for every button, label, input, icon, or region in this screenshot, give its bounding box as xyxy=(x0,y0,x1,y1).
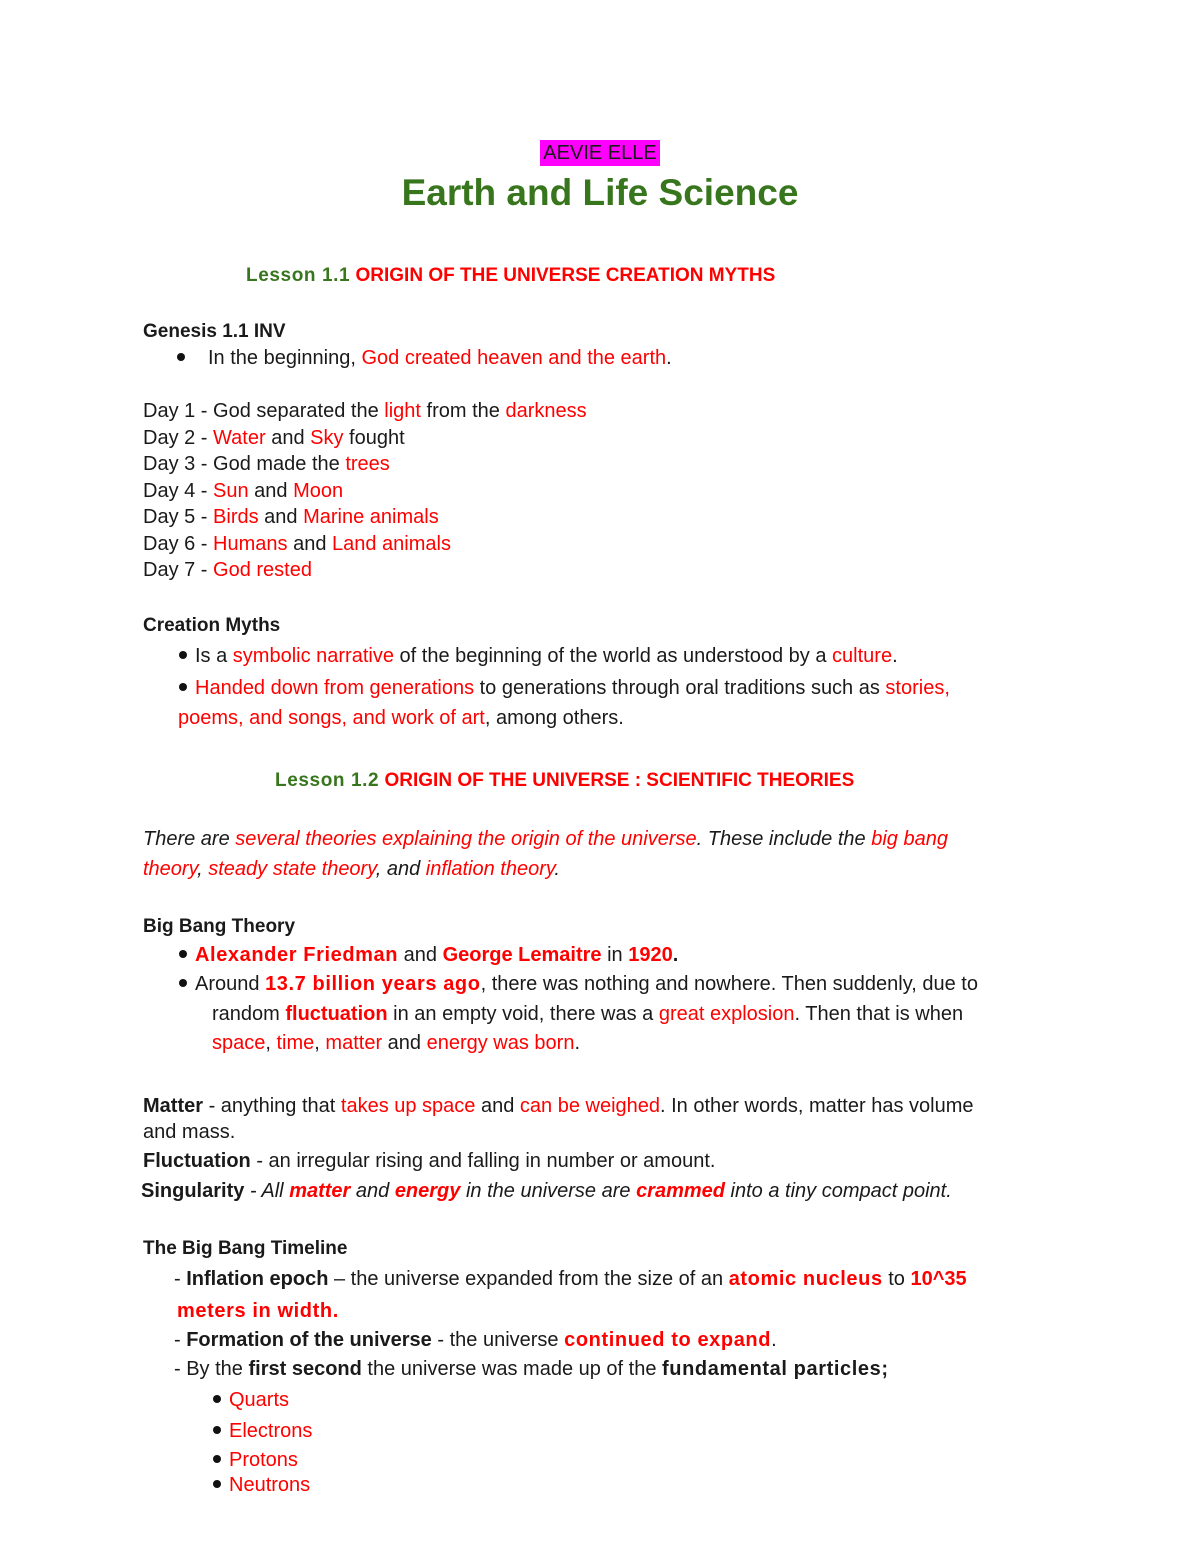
day-line xyxy=(143,428,587,455)
text: , xyxy=(197,858,209,880)
text: . xyxy=(892,645,898,667)
genesis-bullet xyxy=(177,348,672,368)
big-bang-heading: Big Bang Theory xyxy=(143,916,296,937)
bullet-icon xyxy=(179,950,187,958)
timeline-item-3 xyxy=(174,1359,889,1379)
text: . In other words, matter has volume xyxy=(660,1095,974,1117)
text: , xyxy=(265,1032,277,1054)
bullet-icon xyxy=(177,353,185,361)
text: Is a xyxy=(195,645,233,667)
text-red: stories, xyxy=(885,677,950,699)
day-label: Day 7 - xyxy=(143,559,214,581)
text-red: darkness xyxy=(505,400,587,422)
text: to xyxy=(882,1268,911,1290)
lesson-1-heading xyxy=(246,266,775,285)
text-red: poems, and songs, and work of art xyxy=(178,707,485,729)
text: . xyxy=(771,1329,777,1351)
matter-definition-cont: and mass. xyxy=(143,1121,236,1143)
day-label: Day 6 - xyxy=(143,532,214,555)
text: There are xyxy=(143,828,236,850)
matter-definition xyxy=(143,1096,973,1116)
text-red: culture xyxy=(832,645,893,667)
text-red: Water xyxy=(213,426,266,449)
text-red: great explosion xyxy=(658,1003,795,1025)
text: . xyxy=(574,1032,581,1054)
text-red: steady state theory xyxy=(208,858,376,880)
bullet-icon xyxy=(179,683,187,691)
text: and xyxy=(258,506,304,528)
text-red: matter xyxy=(325,1032,383,1054)
text-bold: Formation of the universe xyxy=(186,1329,432,1351)
particle-label: Electrons xyxy=(229,1420,313,1442)
text: to generations through oral traditions such as xyxy=(474,677,886,699)
lesson-2-prefix: Lesson 1.2 xyxy=(275,770,380,791)
intro-line-1 xyxy=(143,829,948,849)
text-red-bold: energy xyxy=(394,1180,461,1202)
text: - an irregular rising and falling in number or amount. xyxy=(250,1150,716,1172)
text-red: several theories explaining the origin of the universe xyxy=(235,828,697,850)
timeline-item-1 xyxy=(174,1269,967,1289)
day-line xyxy=(143,481,587,508)
fluctuation-definition xyxy=(143,1151,715,1171)
text: God made the xyxy=(213,453,346,475)
text-red: time xyxy=(276,1032,315,1054)
text-red: trees xyxy=(345,453,390,475)
text: and xyxy=(475,1095,520,1117)
big-bang-bullet-2 xyxy=(179,974,978,994)
text-bold: first second xyxy=(248,1358,362,1380)
text-red-bold: 1920 xyxy=(628,944,673,966)
text-red: Sun xyxy=(213,479,249,502)
lesson-2-title: ORIGIN OF THE UNIVERSE : SCIENTIFIC THEORIES xyxy=(384,770,855,791)
bullet-icon xyxy=(213,1455,221,1463)
text: into a tiny compact point. xyxy=(725,1180,952,1202)
text: - By the xyxy=(174,1358,249,1380)
text-bold: fundamental particles; xyxy=(662,1358,889,1380)
text: , xyxy=(314,1032,326,1054)
lesson-2-heading xyxy=(275,771,854,790)
text: in the universe are xyxy=(460,1180,637,1202)
text: , and xyxy=(375,858,426,880)
text-red: symbolic narrative xyxy=(232,645,394,667)
term: Fluctuation xyxy=(143,1150,251,1172)
lesson-1-prefix: Lesson 1.1 xyxy=(246,265,351,286)
text: . These include the xyxy=(696,828,872,850)
day-line xyxy=(143,401,587,428)
lesson-1-title: ORIGIN OF THE UNIVERSE CREATION MYTHS xyxy=(355,265,776,286)
text: . xyxy=(672,944,679,966)
text: in an empty void, there was a xyxy=(387,1003,659,1025)
text: the universe was made up of the xyxy=(361,1358,663,1380)
day-label: Day 1 - xyxy=(143,400,214,422)
text: - xyxy=(174,1268,187,1290)
text: . Then that is when xyxy=(794,1003,964,1025)
particle-2 xyxy=(213,1421,312,1441)
big-bang-bullet-2-line-3 xyxy=(212,1033,580,1053)
text-red: inflation theory xyxy=(425,858,555,880)
term: Singularity xyxy=(141,1180,245,1202)
text: and xyxy=(287,532,332,555)
text-red: energy was born xyxy=(426,1032,575,1054)
text: - anything that xyxy=(203,1095,341,1117)
text: in xyxy=(601,944,629,966)
text-red-bold: 13.7 billion years ago xyxy=(265,973,481,995)
text-red: space xyxy=(212,1032,266,1054)
text: and xyxy=(265,426,311,449)
text-red-bold: matter xyxy=(289,1180,351,1202)
singularity-definition xyxy=(141,1181,952,1201)
text-red: theory xyxy=(143,858,198,880)
myths-bullet-2 xyxy=(179,678,950,698)
day-line xyxy=(143,507,587,534)
bullet-icon xyxy=(213,1426,221,1434)
text: from the xyxy=(420,400,506,422)
text-red: can be weighed xyxy=(519,1095,661,1117)
particle-label: Quarts xyxy=(229,1389,290,1411)
text: - All xyxy=(244,1180,290,1202)
day-line xyxy=(143,560,587,587)
text-red: Moon xyxy=(293,479,344,502)
days-list xyxy=(143,401,587,587)
day-label: Day 5 - xyxy=(143,506,214,528)
text-red: God rested xyxy=(213,559,312,581)
particle-1 xyxy=(213,1390,289,1410)
text-bold: Inflation epoch xyxy=(186,1268,329,1290)
text-red: big bang xyxy=(871,828,948,850)
text: , there was nothing and nowhere. Then suddenly, due to xyxy=(480,973,978,995)
text: and xyxy=(382,1032,427,1054)
text-red: Sky xyxy=(310,426,344,449)
text: God separated the xyxy=(213,400,385,422)
text-red-bold: George Lemaitre xyxy=(442,944,602,966)
text: Around xyxy=(195,973,266,995)
text-red: Birds xyxy=(213,506,259,528)
day-label: Day 4 - xyxy=(143,479,214,502)
text-red: Land animals xyxy=(332,532,451,555)
bullet-icon xyxy=(179,651,187,659)
text-red-bold: atomic nucleus xyxy=(728,1268,883,1290)
text-red-bold: 10^35 xyxy=(910,1268,967,1290)
page-title: Earth and Life Science xyxy=(401,172,799,213)
author-highlight: AEVIE ELLE xyxy=(540,140,659,166)
myths-bullet-1 xyxy=(179,646,898,666)
bullet-icon xyxy=(213,1480,221,1488)
author-name xyxy=(0,143,1200,163)
text: - xyxy=(174,1329,187,1351)
text: random xyxy=(212,1003,286,1025)
text: - the universe xyxy=(431,1329,565,1351)
creation-myths-heading: Creation Myths xyxy=(143,615,281,636)
text: – the universe expanded from the size of an xyxy=(328,1268,729,1290)
timeline-heading: The Big Bang Timeline xyxy=(143,1238,348,1259)
text: . xyxy=(554,858,560,880)
particle-4 xyxy=(213,1475,310,1495)
myths-bullet-2-cont xyxy=(178,708,624,728)
text-red-bold: fluctuation xyxy=(285,1003,388,1025)
day-label: Day 3 - xyxy=(143,453,214,475)
timeline-item-1-cont: meters in width. xyxy=(177,1300,339,1322)
day-line xyxy=(143,454,587,481)
text-red-bold: Alexander Friedman xyxy=(195,944,399,966)
text-red: light xyxy=(384,400,421,422)
text: , among others. xyxy=(484,707,624,729)
timeline-item-2 xyxy=(174,1330,777,1350)
intro-line-2 xyxy=(143,859,560,879)
big-bang-bullet-2-line-2 xyxy=(212,1004,963,1024)
text-red: God created heaven and the earth xyxy=(361,347,667,369)
text-red-bold: crammed xyxy=(636,1180,725,1202)
big-bang-bullet-1 xyxy=(179,945,678,965)
text-red: Marine animals xyxy=(303,506,439,528)
text: In the beginning, xyxy=(208,347,362,369)
text: and xyxy=(248,479,294,502)
text: of the beginning of the world as understood by a xyxy=(393,645,833,667)
text: fought xyxy=(343,426,405,449)
particle-3 xyxy=(213,1450,298,1470)
bullet-icon xyxy=(179,979,187,987)
text-red: Handed down from generations xyxy=(195,677,475,699)
day-label: Day 2 - xyxy=(143,426,214,449)
text-red: takes up space xyxy=(340,1095,476,1117)
bullet-icon xyxy=(213,1395,221,1403)
genesis-heading: Genesis 1.1 INV xyxy=(143,321,286,342)
term: Matter xyxy=(143,1095,204,1117)
particle-label: Neutrons xyxy=(229,1474,311,1496)
text: . xyxy=(666,347,672,369)
day-line xyxy=(143,534,587,561)
text: and xyxy=(398,944,443,966)
text-red-bold: continued to expand xyxy=(564,1329,772,1351)
text: and xyxy=(350,1180,395,1202)
text-red: Humans xyxy=(213,532,288,555)
particle-label: Protons xyxy=(229,1449,298,1471)
